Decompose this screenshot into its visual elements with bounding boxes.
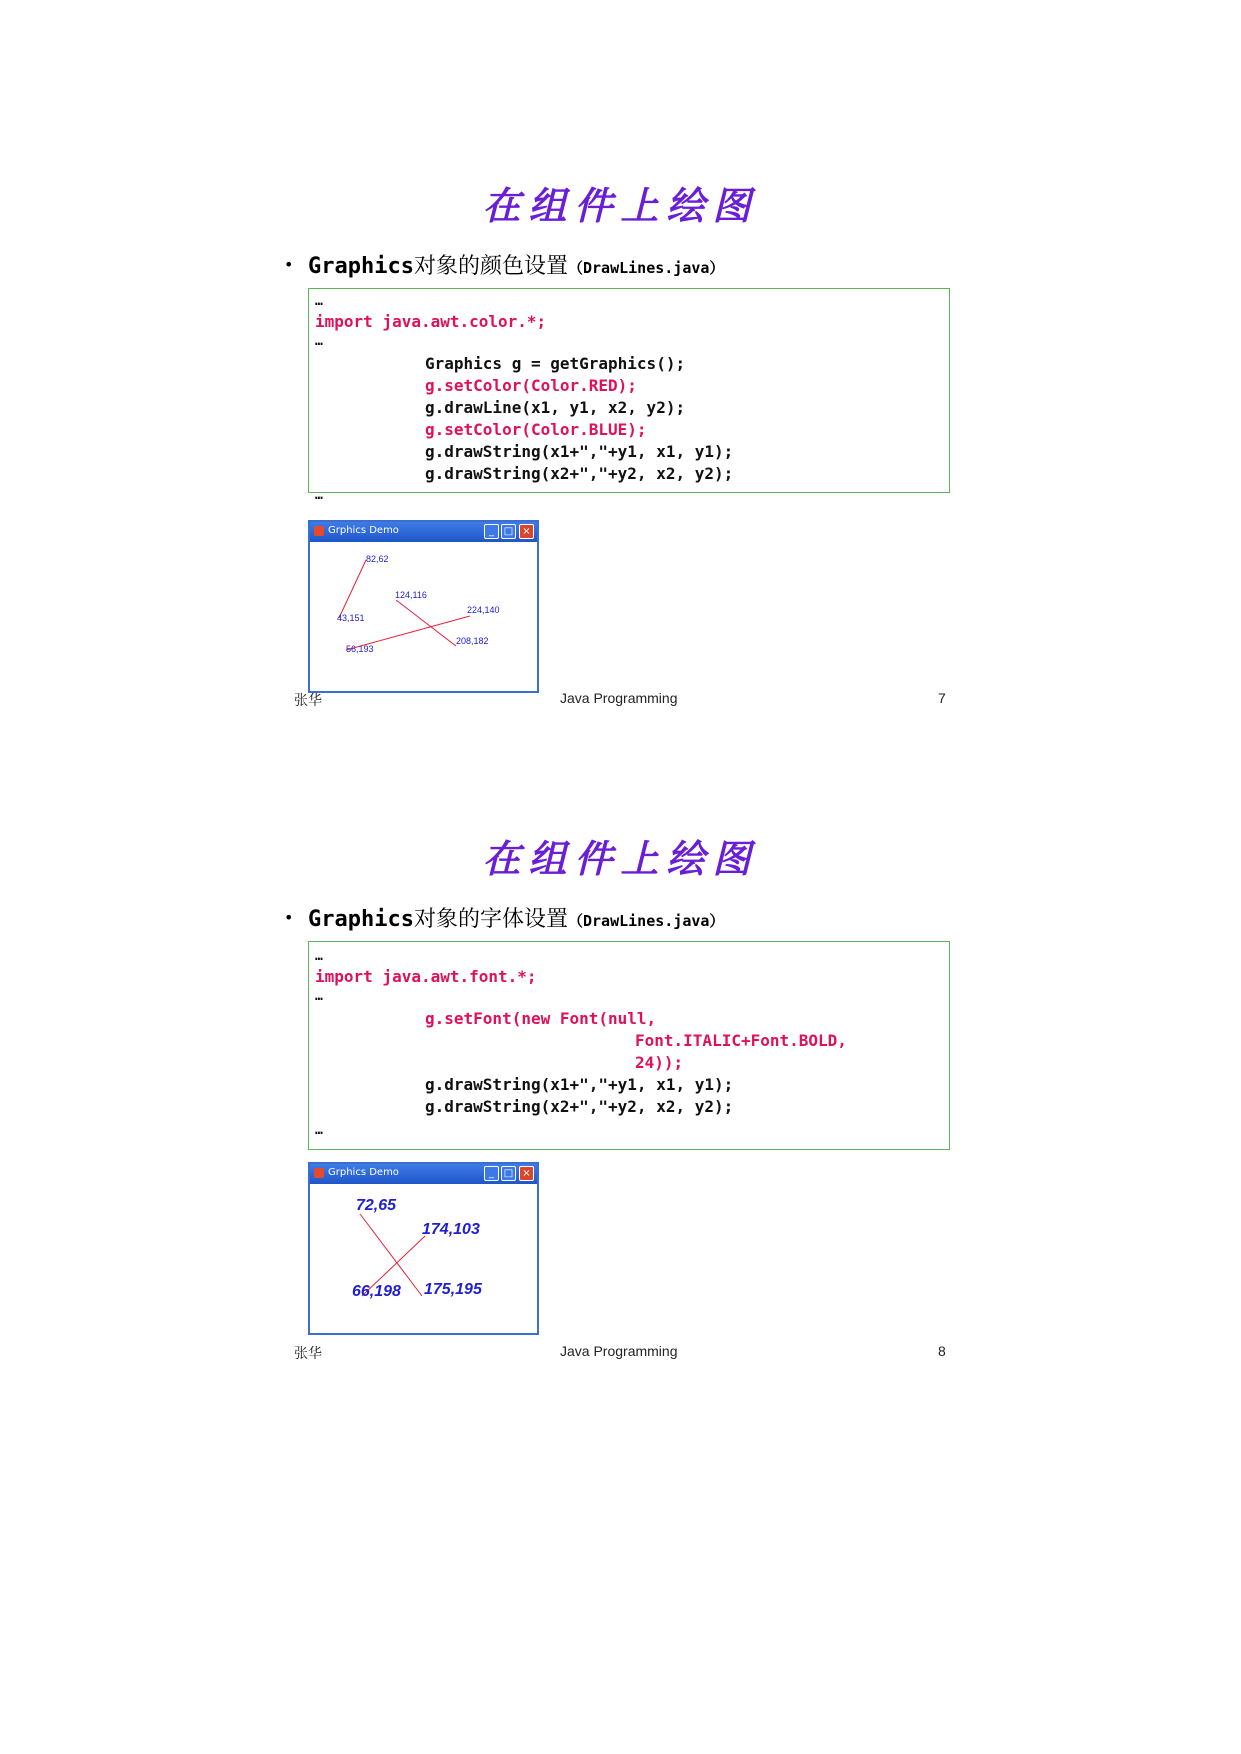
java-app-icon [314,526,324,536]
heading-text: 对象的字体设置 [413,907,568,932]
footer-page-number: 7 [938,690,946,706]
code-line-ellipsis: … [315,334,323,349]
footer-course: Java Programming [560,1343,678,1359]
heading-code-word: Graphics [308,254,414,279]
code-line: Graphics g = getGraphics(); [425,354,686,373]
heading-filename: （DrawLines.java） [567,912,725,930]
point-label: 72,65 [356,1197,397,1214]
code-line: g.drawLine(x1, y1, x2, y2); [425,398,686,417]
bullet-dot-icon: • [284,255,294,274]
java-app-icon [314,1168,324,1178]
code-line-ellipsis: … [315,949,323,964]
point-label: 82,62 [366,554,389,564]
footer-author: 张华 [294,692,322,708]
point-label: 66,198 [352,1283,401,1300]
code-line-ellipsis: … [315,989,323,1004]
maximize-button[interactable]: □ [501,1166,516,1181]
code-line: Font.ITALIC+Font.BOLD, [635,1031,847,1050]
footer-page-number: 8 [938,1343,946,1359]
code-line: g.drawString(x2+","+y2, x2, y2); [425,1097,734,1116]
close-button[interactable]: × [519,524,534,539]
code-line: g.drawString(x2+","+y2, x2, y2); [425,464,734,483]
point-label: 43,151 [337,613,365,623]
graphics-demo-window[interactable] [308,1162,539,1335]
point-label: 56,193 [346,644,374,654]
slide-7 [0,175,1241,829]
slide-8 [0,828,1241,1482]
drawing-canvas [310,542,537,691]
drawing-canvas [310,1184,537,1333]
code-line-import: import java.awt.color.*; [315,312,547,331]
canvas-drawing [310,542,537,691]
code-line-ellipsis: … [315,488,323,503]
close-button[interactable]: × [519,1166,534,1181]
footer-course: Java Programming [560,690,678,706]
code-line-ellipsis: … [315,1123,323,1138]
red-line [339,560,366,618]
point-label: 208,182 [456,636,489,646]
code-line: g.setColor(Color.BLUE); [425,420,647,439]
heading-code-word: Graphics [308,907,414,932]
point-label: 124,116 [395,590,427,600]
footer-author: 张华 [294,1345,322,1361]
code-line: 24)); [635,1053,684,1072]
bullet-dot-icon: • [284,908,294,927]
minimize-button[interactable]: _ [484,524,499,539]
canvas-drawing [310,1184,537,1333]
code-line: g.setColor(Color.RED); [425,376,637,395]
minimize-button[interactable]: _ [484,1166,499,1181]
window-title: Grphics Demo [328,525,399,536]
point-label: 175,195 [424,1281,482,1298]
window-titlebar[interactable] [310,522,537,542]
slide-title: 在组件上绘图 [482,836,759,881]
red-line [396,600,456,646]
code-line: g.setFont(new Font(null, [425,1009,657,1028]
heading-text: 对象的颜色设置 [413,254,568,279]
window-titlebar[interactable] [310,1164,537,1184]
heading-filename: （DrawLines.java） [567,259,725,277]
code-line: g.drawString(x1+","+y1, x1, y1); [425,1075,734,1094]
point-label: 224,140 [467,605,500,615]
code-line-import: import java.awt.font.*; [315,967,537,986]
code-box [308,941,950,1150]
code-box [308,288,950,503]
code-line-ellipsis: … [315,294,323,309]
point-label: 174,103 [422,1221,480,1238]
graphics-demo-window[interactable] [308,520,539,693]
window-title: Grphics Demo [328,1167,399,1178]
slide-title: 在组件上绘图 [482,183,759,228]
code-line: g.drawString(x1+","+y1, x1, y1); [425,442,734,461]
maximize-button[interactable]: □ [501,524,516,539]
